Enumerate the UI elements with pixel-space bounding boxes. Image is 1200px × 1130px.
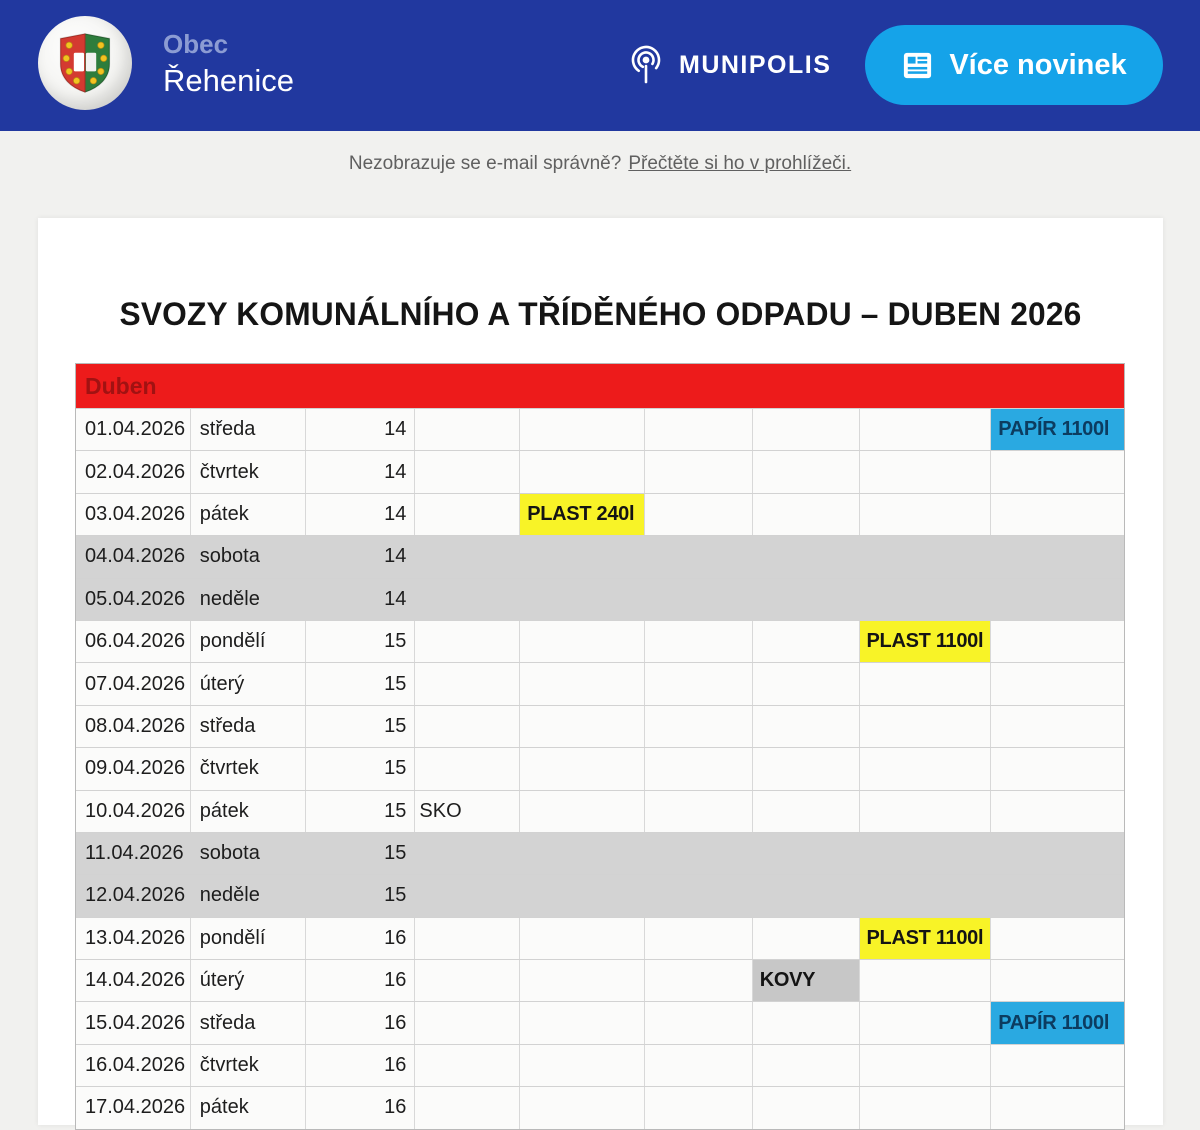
cell-empty [753, 621, 860, 662]
cell-empty [645, 451, 753, 492]
cell-empty [860, 409, 992, 450]
cell-empty [415, 494, 520, 535]
cell-empty [520, 1045, 645, 1086]
cell-empty [415, 621, 520, 662]
read-in-browser-link[interactable]: Přečtěte si ho v prohlížeči. [628, 153, 852, 174]
cell-empty [991, 791, 1124, 832]
cell-empty [645, 875, 753, 916]
cell-empty [415, 1087, 520, 1128]
cell-weekday: středa [191, 1002, 306, 1043]
cell-empty [645, 536, 753, 577]
cell-empty [415, 875, 520, 916]
cell-weekday: středa [191, 706, 306, 747]
cell-empty [645, 1002, 753, 1043]
newspaper-icon [901, 49, 934, 82]
cell-empty [415, 663, 520, 704]
cell-empty [753, 451, 860, 492]
munipolis-wordmark: MUNIPOLIS [679, 50, 832, 79]
cell-empty [415, 579, 520, 620]
cell-empty [991, 960, 1124, 1001]
cell-empty [991, 1045, 1124, 1086]
cell-empty [645, 960, 753, 1001]
cell-empty [991, 706, 1124, 747]
table-row [76, 578, 1124, 620]
cell-empty [753, 1087, 860, 1128]
cell-empty [645, 579, 753, 620]
cell-date: 08.04.2026 [76, 706, 191, 747]
table-row [76, 662, 1124, 704]
cell-date: 09.04.2026 [76, 748, 191, 789]
cell-date: 17.04.2026 [76, 1087, 191, 1128]
cell-weekday: úterý [191, 960, 306, 1001]
cell-empty [520, 621, 645, 662]
note-text: Nezobrazuje se e-mail správně? [348, 153, 622, 174]
cell-weekday: sobota [199, 842, 260, 865]
cell-empty [753, 663, 860, 704]
cell-empty [860, 960, 992, 1001]
cell-weekday: čtvrtek [191, 748, 306, 789]
waste-label-cell: PLAST 240l [520, 494, 645, 535]
cell-empty [753, 409, 860, 450]
table-row [76, 705, 1124, 747]
waste-label-cell: PLAST 1100l [860, 621, 992, 662]
cell-empty [753, 1045, 860, 1086]
cell-empty [991, 833, 1124, 874]
cell-date: 16.04.2026 [76, 1045, 191, 1086]
cell-empty [991, 579, 1124, 620]
cell-week-number: 16 [306, 1002, 416, 1043]
table-month-header: Duben [76, 364, 1124, 408]
table-row [76, 747, 1124, 789]
cell-empty [645, 1045, 753, 1086]
cell-empty [991, 1087, 1124, 1128]
cell-empty [645, 918, 753, 959]
cell-empty [991, 621, 1124, 662]
cell-empty [520, 833, 645, 874]
cell-empty [991, 451, 1124, 492]
cell-empty [860, 833, 992, 874]
table-row [76, 959, 1124, 1001]
waste-label-cell: PAPÍR 1100l [991, 409, 1124, 450]
cell-weekday: úterý [191, 663, 306, 704]
cell-empty [860, 706, 992, 747]
cell-date: 12.04.2026 [85, 884, 186, 907]
cell-date: 05.04.2026 [85, 587, 186, 610]
cell-empty [860, 1087, 992, 1128]
table-row [76, 1086, 1124, 1128]
cell-empty [753, 536, 860, 577]
cell-date: 11.04.2026 [85, 842, 184, 865]
cell-empty [520, 918, 645, 959]
table-row [76, 620, 1124, 662]
page-title: SVOZY KOMUNÁLNÍHO A TŘÍDĚNÉHO ODPADU – DUBEN 2026 [119, 296, 1082, 332]
table-row [76, 535, 1124, 577]
cell-weekday: pondělí [191, 621, 306, 662]
cell-empty [520, 663, 645, 704]
cell-empty [415, 833, 520, 874]
cell-week-number: 15 [306, 706, 416, 747]
table-row [76, 917, 1124, 959]
cell-empty [860, 791, 992, 832]
table-row [76, 874, 1124, 916]
cell-empty [991, 918, 1124, 959]
cell-week-number: 15 [306, 663, 416, 704]
cell-empty [520, 791, 645, 832]
cell-weekday: pátek [191, 1087, 306, 1128]
table-row [76, 1044, 1124, 1086]
cell-empty [520, 579, 645, 620]
cell-empty [753, 1002, 860, 1043]
cell-date: 13.04.2026 [76, 918, 191, 959]
cell-empty [860, 536, 992, 577]
cell-empty [415, 451, 520, 492]
cell-empty [520, 1087, 645, 1128]
table-row [76, 493, 1124, 535]
cell-empty [415, 748, 520, 789]
newsletter-card [38, 218, 1163, 1125]
cell-empty [753, 706, 860, 747]
cell-date: 07.04.2026 [76, 663, 191, 704]
cell-empty [860, 875, 992, 916]
cell-empty [753, 875, 860, 916]
cell-empty [645, 409, 753, 450]
cell-week-number: 14 [306, 494, 416, 535]
org-name: Řehenice [163, 62, 294, 98]
cell-empty [753, 791, 860, 832]
cell-weekday: neděle [199, 884, 260, 907]
cell-empty [520, 960, 645, 1001]
cell-week-number: 15 [306, 621, 416, 662]
view-in-browser-note [0, 131, 1200, 197]
waste-label-cell: SKO [415, 791, 520, 832]
cell-week-number: 16 [306, 960, 416, 1001]
cell-weekday: čtvrtek [191, 1045, 306, 1086]
cell-empty [860, 748, 992, 789]
cell-empty [520, 536, 645, 577]
cell-date: 03.04.2026 [76, 494, 191, 535]
cell-empty [415, 918, 520, 959]
cell-empty [991, 494, 1124, 535]
cell-empty [415, 409, 520, 450]
cell-date: 14.04.2026 [76, 960, 191, 1001]
cell-week-number: 14 [384, 545, 407, 568]
cell-week-number: 16 [306, 1045, 416, 1086]
cell-empty [860, 663, 992, 704]
cell-date: 01.04.2026 [76, 409, 191, 450]
cell-week-number: 16 [306, 918, 416, 959]
organization-title [163, 30, 294, 99]
cell-weekday: pondělí [191, 918, 306, 959]
rehenice-coat-of-arms-icon [57, 30, 113, 96]
cell-empty [991, 663, 1124, 704]
cell-empty [991, 536, 1124, 577]
cell-empty [645, 748, 753, 789]
cell-date: 15.04.2026 [76, 1002, 191, 1043]
cell-week-number: 15 [384, 842, 407, 865]
cell-weekday: pátek [191, 494, 306, 535]
cell-empty [860, 1002, 992, 1043]
cell-empty [520, 451, 645, 492]
cell-date: 04.04.2026 [85, 545, 186, 568]
cell-weekday: sobota [199, 545, 260, 568]
more-news-label: Více novinek [949, 48, 1127, 81]
cell-empty [860, 451, 992, 492]
cell-empty [860, 494, 992, 535]
cell-empty [991, 748, 1124, 789]
org-prefix: Obec [163, 29, 229, 59]
cell-empty [753, 748, 860, 789]
table-row [76, 832, 1124, 874]
more-news-button[interactable] [865, 25, 1163, 105]
cell-date: 02.04.2026 [76, 451, 191, 492]
cell-empty [415, 1002, 520, 1043]
cell-empty [645, 706, 753, 747]
table-row [76, 408, 1124, 450]
table-row [76, 790, 1124, 832]
cell-weekday: čtvrtek [191, 451, 306, 492]
table-row [76, 450, 1124, 492]
cell-week-number: 14 [306, 409, 416, 450]
cell-empty [520, 875, 645, 916]
waste-label-cell: KOVY [753, 960, 860, 1001]
municipality-logo [38, 16, 132, 110]
cell-week-number: 15 [306, 791, 416, 832]
cell-date: 06.04.2026 [76, 621, 191, 662]
cell-empty [753, 579, 860, 620]
cell-empty [991, 875, 1124, 916]
cell-empty [860, 1045, 992, 1086]
cell-empty [753, 833, 860, 874]
cell-weekday: středa [191, 409, 306, 450]
waste-label-cell: PAPÍR 1100l [991, 1002, 1124, 1043]
waste-label-cell: PLAST 1100l [860, 918, 992, 959]
cell-empty [645, 1087, 753, 1128]
cell-empty [520, 706, 645, 747]
cell-week-number: 16 [306, 1087, 416, 1128]
cell-empty [415, 536, 520, 577]
cell-weekday: pátek [191, 791, 306, 832]
cell-empty [645, 663, 753, 704]
cell-empty [753, 494, 860, 535]
top-header-bar [0, 0, 1200, 131]
cell-empty [415, 706, 520, 747]
munipolis-logo [626, 44, 831, 86]
broadcast-icon [626, 44, 666, 86]
cell-empty [645, 621, 753, 662]
waste-schedule-table [75, 363, 1125, 1130]
cell-empty [520, 748, 645, 789]
cell-empty [520, 409, 645, 450]
cell-empty [860, 579, 992, 620]
cell-date: 10.04.2026 [76, 791, 191, 832]
cell-week-number: 15 [306, 748, 416, 789]
schedule-rows [76, 408, 1124, 1129]
cell-empty [753, 918, 860, 959]
cell-empty [645, 791, 753, 832]
cell-empty [415, 960, 520, 1001]
cell-week-number: 14 [384, 587, 407, 610]
table-row [76, 1001, 1124, 1043]
cell-empty [520, 1002, 645, 1043]
cell-week-number: 15 [384, 884, 407, 907]
cell-weekday: neděle [199, 587, 260, 610]
cell-empty [645, 494, 753, 535]
cell-week-number: 14 [306, 451, 416, 492]
cell-empty [645, 833, 753, 874]
cell-empty [415, 1045, 520, 1086]
